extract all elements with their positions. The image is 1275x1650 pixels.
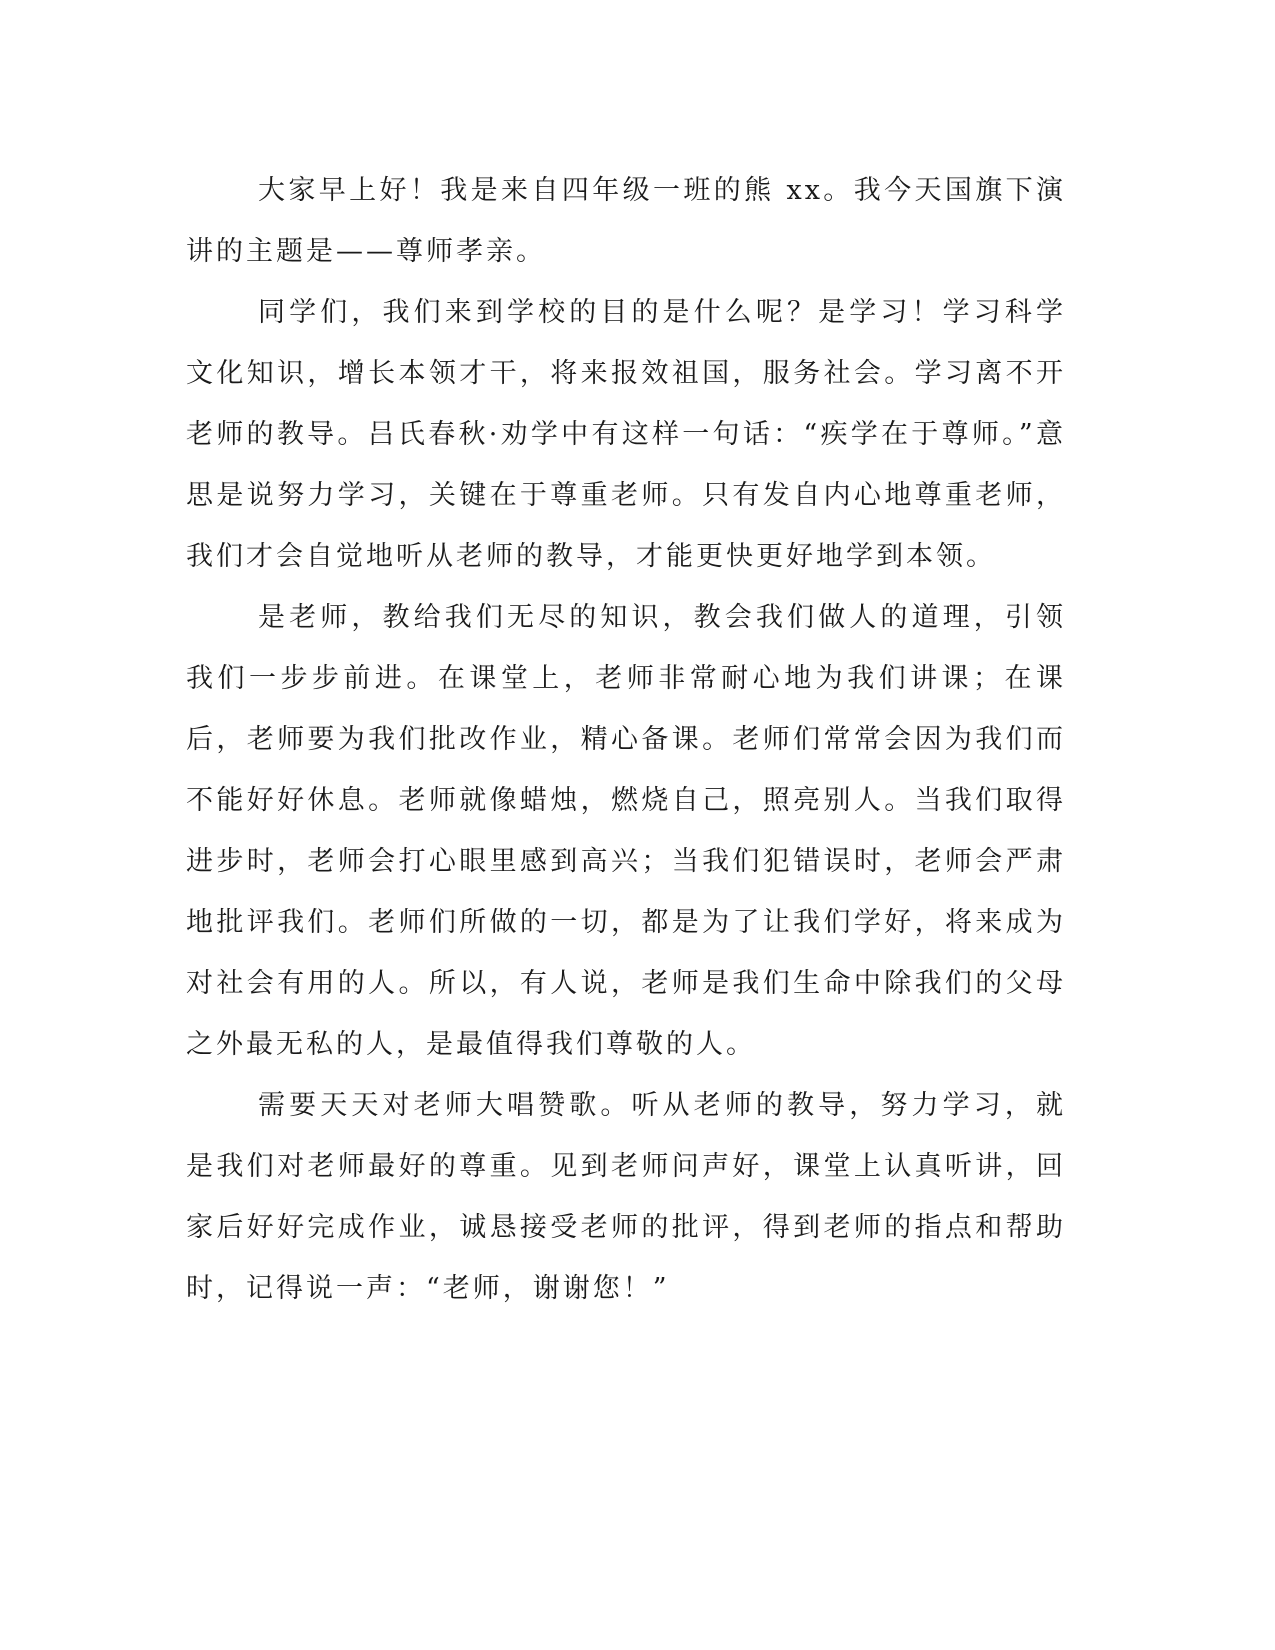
- paragraph-teachers-role: 是老师，教给我们无尽的知识，教会我们做人的道理，引领我们一步步前进。在课堂上，老师非常耐心地为我们讲课；在课后，老师要为我们批改作业，精心备课。老师们常常会因为我们而不能好好休息。老师就像蜡烛，燃烧自己，照亮别人。当我们取得进步时，老师会打心眼里感到高兴；当我们犯错误时，老师会严肃地批评我们。老师们所做的一切，都是为了让我们学好，将来成为对社会有用的人。所以，有人说，老师是我们生命中除我们的父母之外最无私的人，是最值得我们尊敬的人。: [186, 602, 1066, 1060]
- paragraph-respect-teachers: 需要天天对老师大唱赞歌。听从老师的教导，努力学习，就是我们对老师最好的尊重。见到老师问声好，课堂上认真听讲，回家后好好完成作业，诚恳接受老师的批评，得到老师的指点和帮助时，记得说一声：“老师，谢谢您！”: [186, 1090, 1066, 1304]
- speech-body: [186, 160, 1066, 1319]
- paragraph-purpose-of-learning: 同学们，我们来到学校的目的是什么呢？是学习！学习科学文化知识，增长本领才干，将来报效祖国，服务社会。学习离不开老师的教导。吕氏春秋·劝学中有这样一句话：“疾学在于尊师。”意思是说努力学习，关键在于尊重老师。只有发自内心地尊重老师，我们才会自觉地听从老师的教导，才能更快更好地学到本领。: [186, 297, 1066, 572]
- paragraph-greeting: 大家早上好！我是来自四年级一班的熊 xx。我今天国旗下演讲的主题是——尊师孝亲。: [186, 175, 1066, 267]
